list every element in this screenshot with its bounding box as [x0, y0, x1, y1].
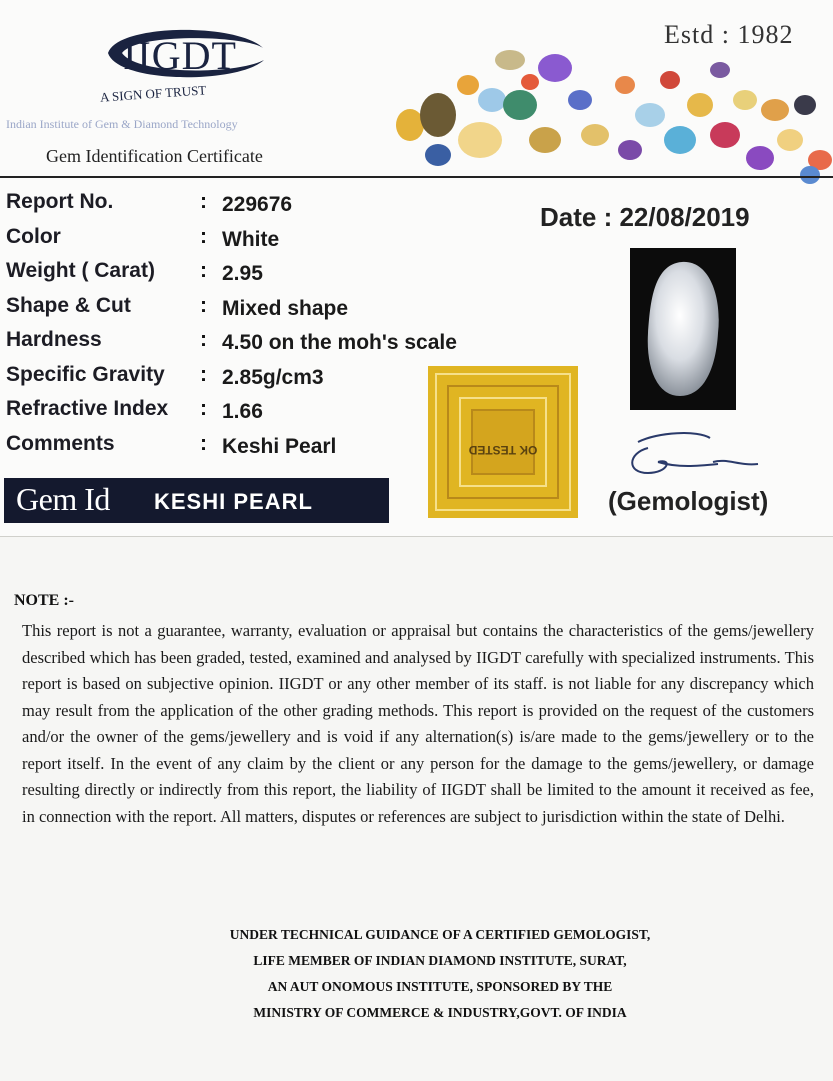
detail-separator: :	[200, 190, 207, 213]
detail-value: 4.50 on the moh's scale	[222, 331, 457, 354]
hologram-seal	[428, 366, 578, 518]
note-heading: NOTE :-	[14, 592, 74, 609]
detail-row-weight	[6, 259, 506, 294]
detail-label: Refractive Index	[6, 397, 169, 420]
detail-label: Shape & Cut	[6, 293, 131, 317]
detail-row-hardness	[6, 328, 506, 363]
footer-line: MINISTRY OF COMMERCE & INDUSTRY,GOVT. OF INDIA	[253, 1005, 627, 1020]
detail-label: Color	[6, 224, 61, 248]
institute-name: Indian Institute of Gem & Diamond Technology	[6, 117, 238, 131]
hologram-text: OK TESTED	[468, 443, 538, 457]
footer-line: LIFE MEMBER OF INDIAN DIAMOND INSTITUTE, SURAT,	[253, 953, 627, 968]
established-year: Estd : 1982	[664, 20, 794, 49]
detail-separator: :	[200, 431, 207, 455]
gem-photo	[630, 248, 736, 410]
iigdt-logo	[78, 18, 278, 88]
detail-label: Comments	[6, 431, 115, 455]
gem-id-bar	[4, 478, 389, 523]
footer-line: UNDER TECHNICAL GUIDANCE OF A CERTIFIED GEMOLOGIST,	[229, 927, 651, 942]
detail-row-shape-cut	[6, 294, 506, 329]
detail-value: 229676	[222, 193, 293, 216]
logo-text: IIGDT	[123, 33, 237, 78]
certificate-title: Gem Identification Certificate	[46, 146, 263, 166]
detail-separator: :	[200, 328, 207, 351]
detail-label: Hardness	[6, 328, 102, 351]
detail-label: Weight ( Carat)	[6, 259, 155, 282]
detail-row-report-no	[6, 190, 506, 225]
detail-value: White	[222, 227, 280, 251]
detail-separator: :	[200, 224, 207, 248]
detail-label: Specific Gravity	[6, 362, 165, 386]
detail-value: Mixed shape	[222, 296, 349, 320]
report-date: Date : 22/08/2019	[540, 202, 750, 232]
detail-value: 1.66	[222, 400, 263, 423]
footer-line: AN AUT ONOMOUS INSTITUTE, SPONSORED BY THE	[267, 979, 613, 994]
pearl-icon	[630, 248, 736, 410]
detail-value: Keshi Pearl	[222, 434, 337, 458]
footer-block	[190, 922, 690, 1026]
header-divider	[0, 176, 833, 178]
detail-separator: :	[200, 362, 207, 386]
detail-separator: :	[200, 259, 207, 282]
detail-row-color	[6, 225, 506, 260]
gem-id-label: Gem Id	[16, 481, 110, 517]
signature-image	[618, 428, 768, 484]
detail-separator: :	[200, 397, 207, 420]
detail-label: Report No.	[6, 190, 114, 213]
gemologist-label: (Gemologist)	[608, 486, 769, 516]
detail-value: 2.85g/cm3	[222, 365, 324, 389]
detail-separator: :	[200, 293, 207, 317]
gemstones-image	[380, 40, 833, 195]
detail-value: 2.95	[222, 262, 263, 285]
tagline: A SIGN OF TRUST	[99, 82, 207, 105]
gem-id-value: KESHI PEARL	[154, 489, 313, 514]
note-body: This report is not a guarantee, warranty, evaluation or appraisal but contains the characteristics of the gems/jewellery described which has been graded, tested, examined and analysed by IIGDT carefully with specialized instruments. This report is based on subjective opinion. IIGDT or any other member of its staff. is not liable for any discrepancy which may result from the application of the other grading methods. This report is provided on the request of the customers and/or the owner of the gems/jewellery and is void if any alternation(s) is/are made to the gems/jewellery or to the report itself. In the event of any claim by the client or any person for the damage to the gems/jewellery, or damage resulting directly or indirectly from this report, the liability of IIGDT shall be limited to the amount it received as fee, in connection with the report. All matters, disputes or references are subject to jurisdiction within the state of Delhi.	[22, 621, 814, 826]
